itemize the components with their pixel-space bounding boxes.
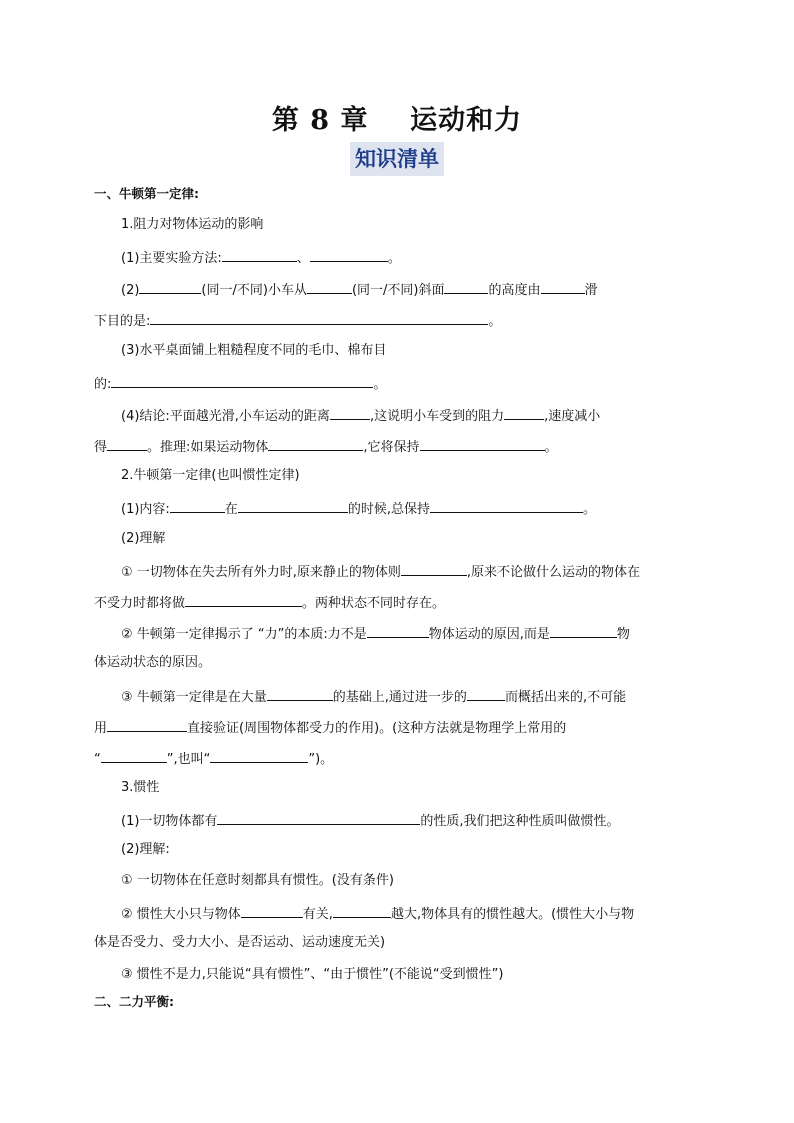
question-1-2-cont — [94, 310, 501, 331]
blank[interactable] — [238, 498, 348, 513]
blank[interactable] — [150, 310, 488, 325]
blank[interactable] — [107, 717, 187, 732]
blank[interactable] — [185, 592, 302, 607]
understanding-3 — [121, 686, 626, 707]
blank[interactable] — [467, 686, 505, 701]
u2-b: 物体运动的原因,而是 — [428, 627, 550, 642]
blank[interactable] — [107, 436, 147, 451]
q5-c: 的时候,总保持 — [347, 502, 430, 517]
blank[interactable] — [101, 748, 167, 763]
inertia-2: (2)理解: — [121, 842, 170, 857]
q2-g: 。 — [488, 314, 502, 329]
u3-f: “ — [94, 752, 101, 767]
v2-b: 有关, — [302, 907, 333, 922]
subtitle-wrap — [0, 142, 794, 176]
u3-d: 用 — [94, 721, 108, 736]
u3-g: ”,也叫“ — [166, 752, 211, 767]
u1-b: ,原来不论做什么运动的物体在 — [466, 565, 641, 580]
subsection-title-1: 1.阻力对物体运动的影响 — [121, 217, 264, 232]
v2-a: ② 惯性大小只与物体 — [121, 907, 241, 922]
question-1-1 — [121, 247, 401, 268]
blank[interactable] — [444, 279, 488, 294]
blank[interactable] — [420, 436, 545, 451]
question-1-3-cont — [94, 373, 386, 394]
u1-a: ① 一切物体在失去所有外力时,原来静止的物体则 — [121, 565, 401, 580]
blank[interactable] — [241, 903, 303, 918]
blank[interactable] — [430, 498, 583, 513]
q1-text: (1)主要实验方法: — [121, 251, 222, 266]
understanding-2 — [121, 623, 630, 644]
understanding-3-cont — [94, 717, 566, 738]
q5-a: (1)内容: — [121, 502, 170, 517]
q4-g: 。 — [544, 440, 558, 455]
q1-sep: 、 — [296, 251, 310, 266]
q2-d: 的高度由 — [488, 283, 541, 298]
blank[interactable] — [307, 279, 352, 294]
q5-d: 。 — [582, 502, 596, 517]
q2-c: (同一/不同)斜面 — [351, 283, 445, 298]
u2-c: 物 — [616, 627, 630, 642]
q2-e: 滑 — [584, 283, 598, 298]
inertia-understanding-2 — [121, 903, 634, 924]
subsection-title-3: 3.惯性 — [121, 780, 160, 795]
question-2-1 — [121, 498, 596, 519]
section-subtitle: 知识清单 — [350, 142, 444, 176]
section-heading-2: 二、二力平衡: — [94, 994, 174, 1009]
blank[interactable] — [170, 498, 225, 513]
blank[interactable] — [210, 748, 308, 763]
q4-f: ,它将保持 — [363, 440, 420, 455]
u1-c: 不受力时都将做 — [94, 596, 186, 611]
section-heading-1: 一、牛顿第一定律: — [94, 186, 199, 201]
question-1-4 — [121, 405, 600, 426]
question-2-2: (2)理解 — [121, 531, 166, 546]
q2-f: 下目的是: — [94, 314, 151, 329]
inertia-understanding-2-cont: 体是否受力、受力大小、是否运动、运动速度无关) — [94, 935, 386, 950]
q3-b: 的: — [94, 377, 112, 392]
question-1-4-cont — [94, 436, 558, 457]
q4-b: ,这说明小车受到的阻力 — [369, 409, 505, 424]
i1-b: 的性质,我们把这种性质叫做惯性。 — [420, 814, 620, 829]
blank[interactable] — [111, 373, 373, 388]
v2-c: 越大,物体具有的惯性越大。(惯性大小与物 — [390, 907, 635, 922]
understanding-3-cont-2 — [94, 748, 333, 769]
q4-e: 。推理:如果运动物体 — [147, 440, 269, 455]
blank[interactable] — [217, 810, 420, 825]
blank[interactable] — [330, 405, 370, 420]
blank[interactable] — [268, 436, 363, 451]
blank[interactable] — [222, 247, 297, 262]
blank[interactable] — [267, 686, 333, 701]
chapter-title: 第 8 章 运动和力 — [271, 105, 523, 136]
q1-end: 。 — [387, 251, 401, 266]
question-1-2 — [121, 279, 598, 300]
blank[interactable] — [139, 279, 201, 294]
u3-c: 而概括出来的,不可能 — [504, 690, 627, 705]
inertia-1 — [121, 810, 620, 831]
understanding-1-cont — [94, 592, 445, 613]
u1-d: 。两种状态不同时存在。 — [302, 596, 446, 611]
q3-c: 。 — [373, 377, 387, 392]
i1-a: (1)一切物体都有 — [121, 814, 218, 829]
u3-e: 直接验证(周围物体都受力的作用)。(这种方法就是物理学上常用的 — [187, 721, 567, 736]
blank[interactable] — [504, 405, 544, 420]
q4-c: ,速度减小 — [544, 409, 601, 424]
u3-b: 的基础上,通过进一步的 — [332, 690, 467, 705]
blank[interactable] — [367, 623, 429, 638]
q4-a: (4)结论:平面越光滑,小车运动的距离 — [121, 409, 330, 424]
subsection-title-2: 2.牛顿第一定律(也叫惯性定律) — [121, 468, 300, 483]
u3-a: ③ 牛顿第一定律是在大量 — [121, 690, 267, 705]
q5-b: 在 — [224, 502, 238, 517]
u2-a: ② 牛顿第一定律揭示了 “力”的本质:力不是 — [121, 627, 367, 642]
understanding-1 — [121, 561, 640, 582]
blank[interactable] — [401, 561, 467, 576]
question-1-3: (3)水平桌面铺上粗糙程度不同的毛巾、棉布目 — [121, 343, 387, 358]
q2-a: (2) — [121, 283, 140, 298]
inertia-understanding-3: ③ 惯性不是力,只能说“具有惯性”、“由于惯性”(不能说“受到惯性”) — [121, 967, 504, 982]
q4-d: 得 — [94, 440, 108, 455]
blank[interactable] — [550, 623, 617, 638]
q2-b: (同一/不同)小车从 — [201, 283, 307, 298]
blank[interactable] — [310, 247, 388, 262]
inertia-understanding-1: ① 一切物体在任意时刻都具有惯性。(没有条件) — [121, 873, 394, 888]
blank[interactable] — [541, 279, 585, 294]
understanding-2-cont: 体运动状态的原因。 — [94, 655, 212, 670]
u3-h: ”)。 — [308, 752, 334, 767]
blank[interactable] — [333, 903, 391, 918]
